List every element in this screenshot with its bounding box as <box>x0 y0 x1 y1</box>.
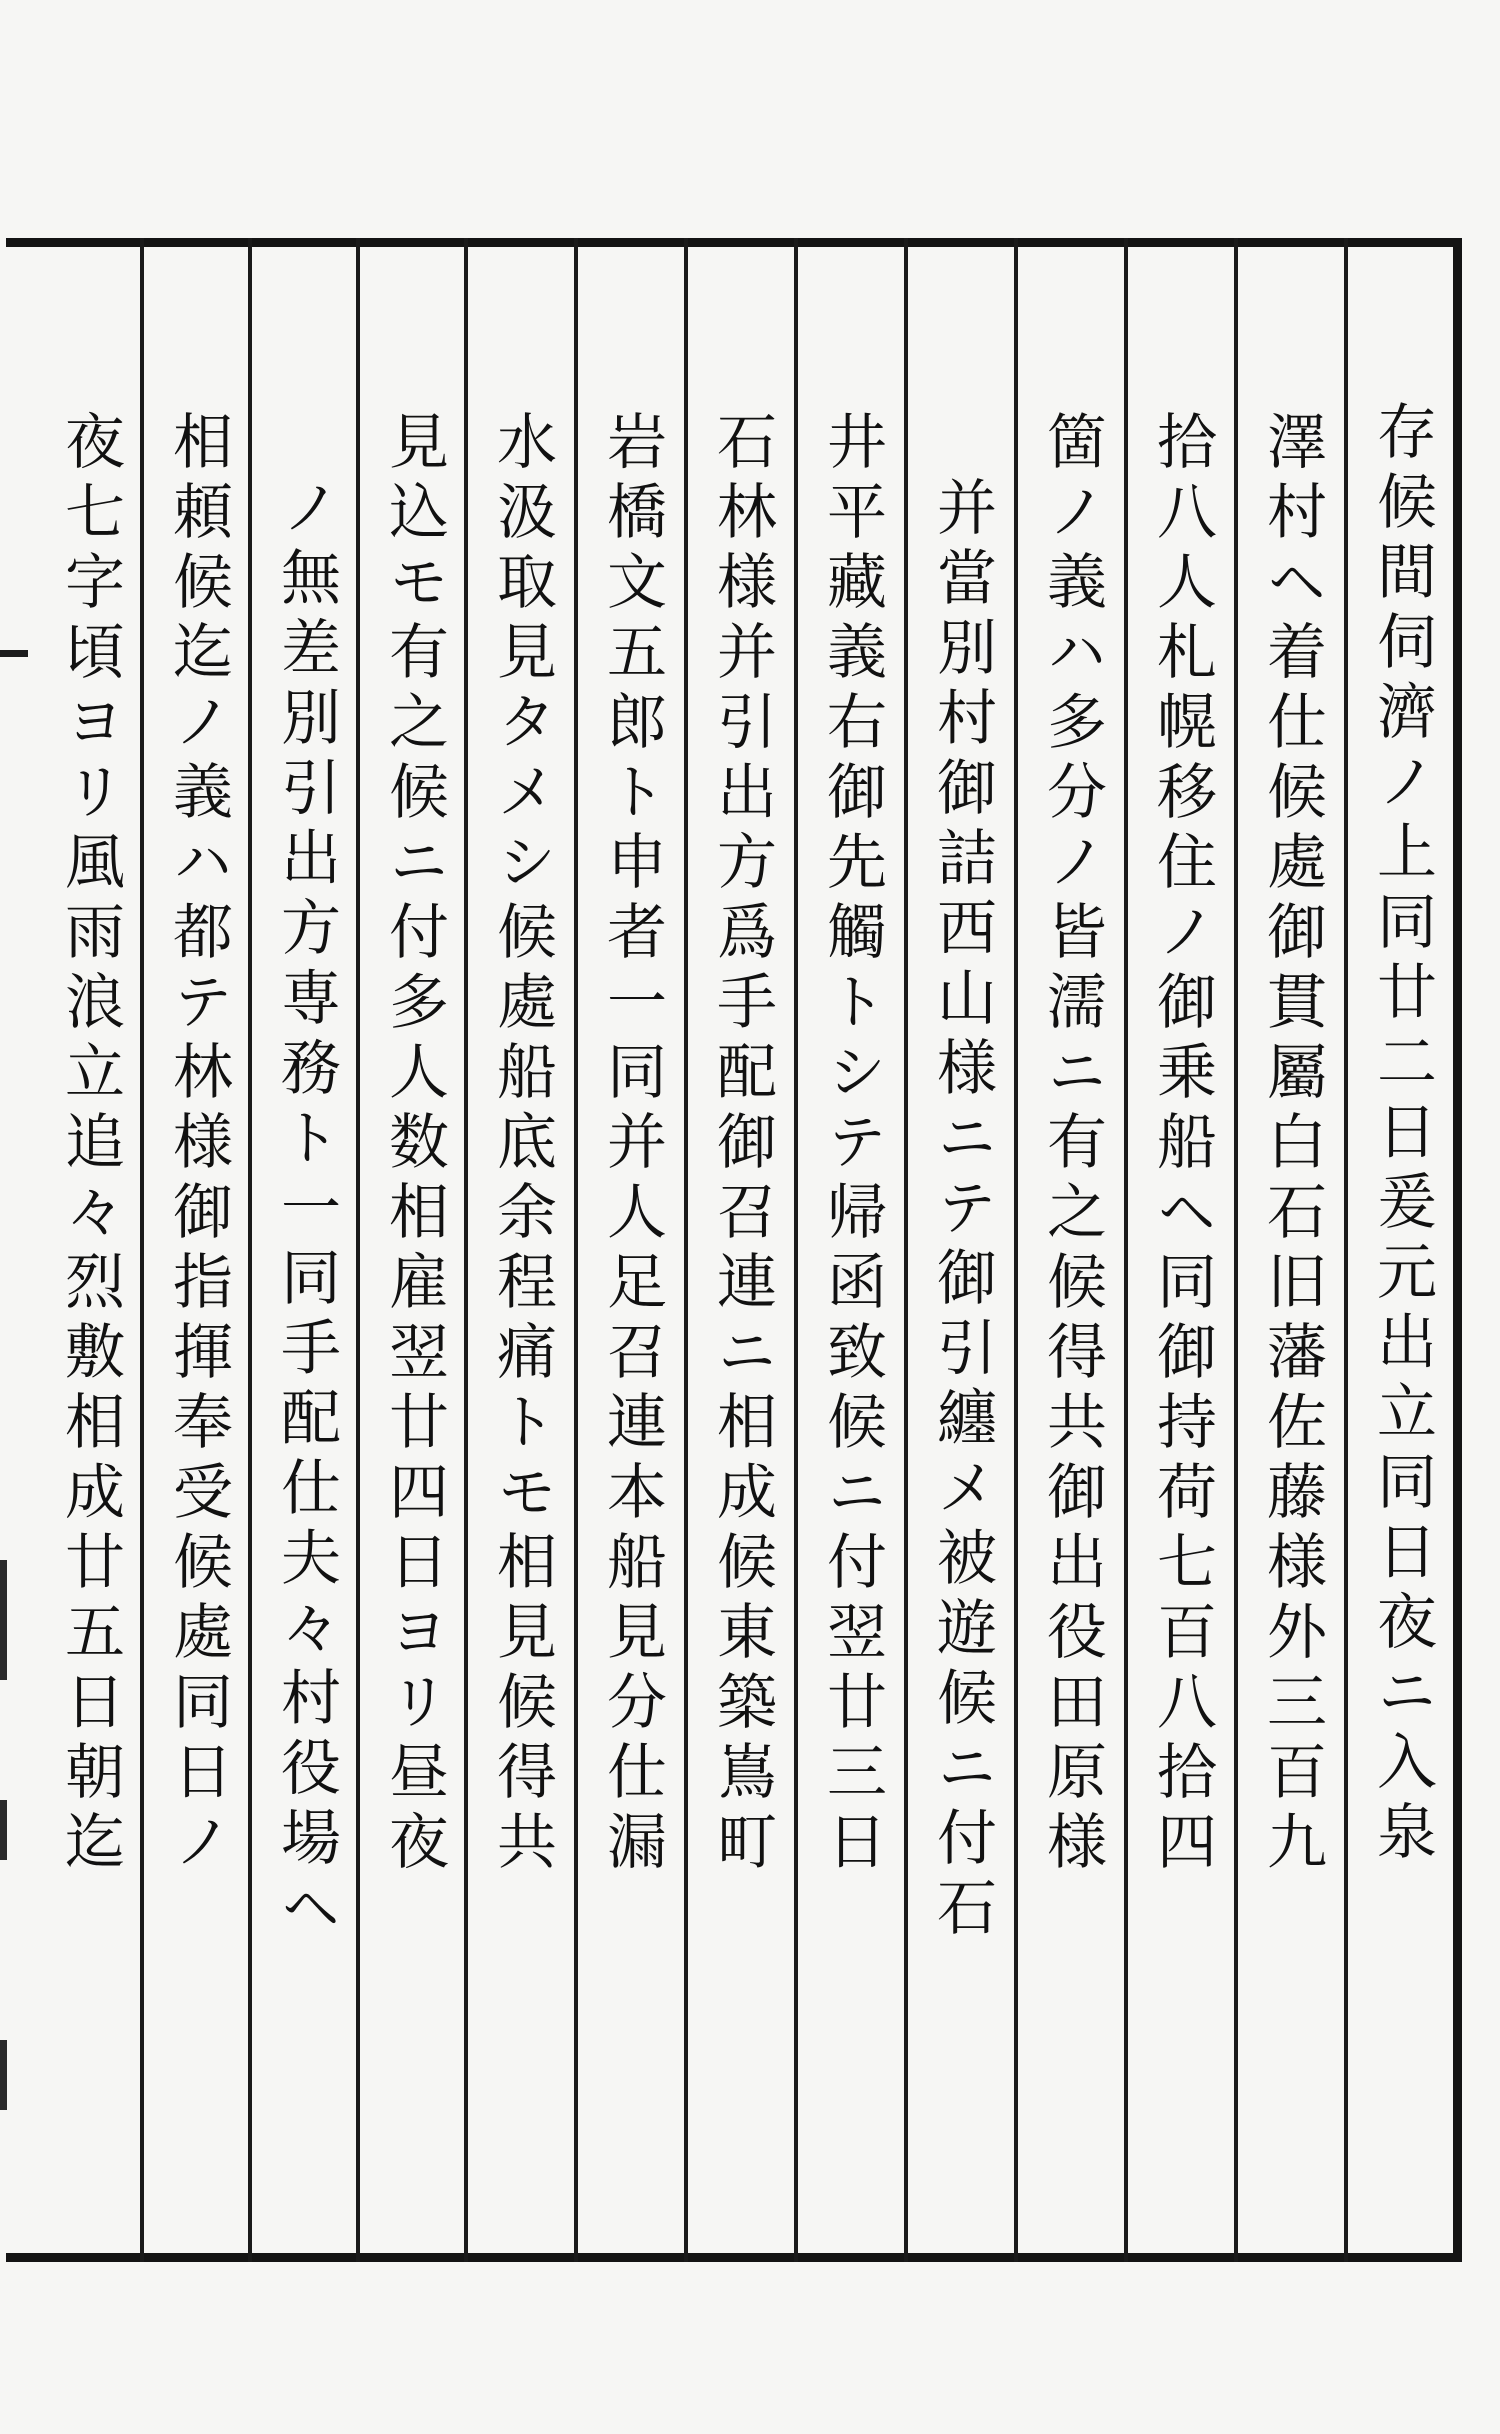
text-column: ノ無差別引出方専務ト一同手配仕夫々村役場ヘ <box>271 476 341 1946</box>
text-column: 夜七字頃ヨリ風雨浪立追々烈敷相成廿五日朝迄 <box>55 410 125 1880</box>
column-rule <box>1124 238 1128 2262</box>
text-column: 拾八人札幌移住ノ御乗船ヘ同御持荷七百八拾四 <box>1147 410 1217 1880</box>
text-column: 并當別村御詰西山様ニテ御引纏メ被遊候ニ付石 <box>927 476 997 1946</box>
column-rule <box>1014 238 1018 2262</box>
column-rule <box>794 238 798 2262</box>
column-rule <box>574 238 578 2262</box>
text-column: 澤村ヘ着仕候處御貫屬白石旧藩佐藤様外三百九 <box>1257 410 1327 1880</box>
frame-margin-mark <box>0 1800 7 1860</box>
frame-margin-tick <box>0 650 28 657</box>
text-column: 相頼候迄ノ義ハ都テ林様御指揮奉受候處同日ノ <box>163 410 233 1880</box>
text-column: 井平藏義右御先觸トシテ帰函致候ニ付翌廿三日 <box>817 410 887 1880</box>
text-column: 見込モ有之候ニ付多人数相雇翌廿四日ヨリ昼夜 <box>379 410 449 1880</box>
frame-margin-mark <box>0 2040 7 2110</box>
column-rule <box>684 238 688 2262</box>
text-column: 岩橋文五郎ト申者一同并人足召連本船見分仕漏 <box>597 410 667 1880</box>
column-rule <box>1234 238 1238 2262</box>
column-rule <box>904 238 908 2262</box>
text-column: 存候間伺濟ノ上同廿二日爰元出立同日夜ニ入泉 <box>1367 400 1437 1870</box>
column-rule <box>1344 238 1348 2262</box>
text-column: 箇ノ義ハ多分ノ皆濡ニ有之候得共御出役田原様 <box>1037 410 1107 1880</box>
text-column: 水汲取見タメシ候處船底余程痛トモ相見候得共 <box>487 410 557 1880</box>
text-column: 石林様并引出方爲手配御召連ニ相成候東築嶌町 <box>707 410 777 1880</box>
frame-margin-mark <box>0 1560 7 1680</box>
